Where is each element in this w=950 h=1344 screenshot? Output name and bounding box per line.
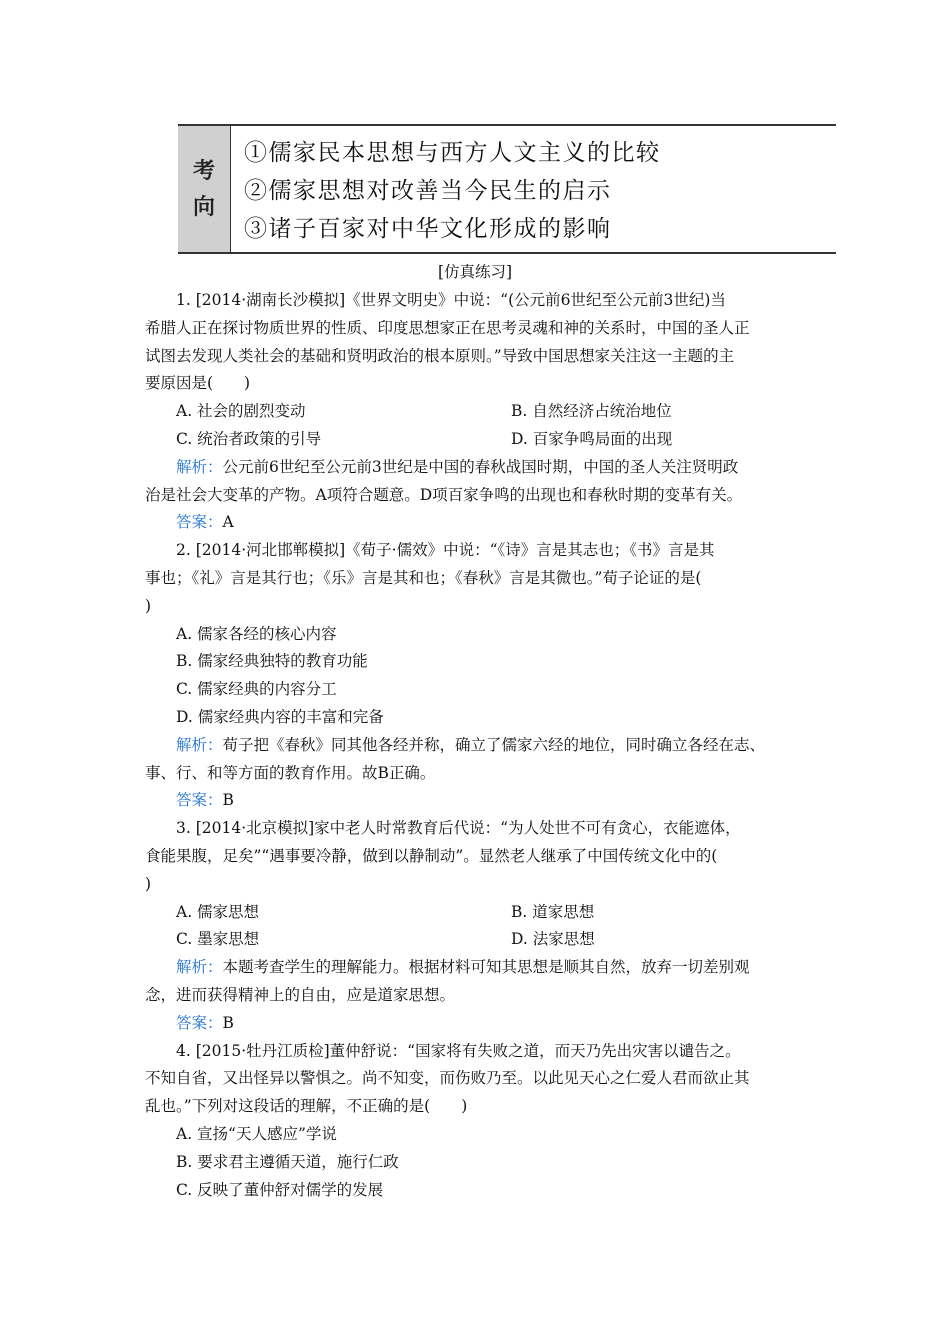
- question-stem-line: 希腊人正在探讨物质世界的性质、印度思想家正在思考灵魂和神的关系时，中国的圣人正: [145, 318, 750, 337]
- focus-item: ①儒家民本思想与西方人文主义的比较: [244, 140, 661, 166]
- option-row: [145, 926, 815, 954]
- analysis: [145, 954, 815, 982]
- option-d: D. 百家争鸣局面的出现: [511, 429, 673, 448]
- question-stem-line: 2. [2014·河北邯郸模拟]《荀子·儒效》中说：“《诗》言是其志也；《书》言是其: [176, 541, 715, 560]
- analysis-text: 本题考查学生的理解能力。根据材料可知其思想是顺其自然，放弃一切差别观: [222, 958, 750, 977]
- question-stem-line: 3. [2014·北京模拟]家中老人时常教育后代说：“为人处世不可有贪心，衣能遮体，: [176, 819, 741, 838]
- answer-value: B: [222, 1013, 234, 1032]
- focus-items: [244, 134, 661, 248]
- analysis: [145, 454, 815, 482]
- answer: [145, 509, 815, 537]
- focus-item: ②儒家思想对改善当今民生的启示: [244, 178, 612, 204]
- focus-label: [178, 126, 231, 252]
- answer-value: B: [222, 791, 234, 810]
- option-row: [145, 426, 815, 454]
- option-b: B. 道家思想: [511, 902, 595, 921]
- answer-value: A: [222, 513, 234, 532]
- option-b: B. 自然经济占统治地位: [511, 402, 672, 421]
- option-d: D. 法家思想: [511, 930, 595, 949]
- answer-label: 答案：: [176, 1013, 223, 1032]
- section-title: [仿真练习]: [437, 263, 513, 281]
- option-b: B. 儒家经典独特的教育功能: [176, 652, 368, 671]
- question-stem-line: 要原因是( ): [145, 374, 251, 393]
- analysis-text: 治是社会大变革的产物。A项符合题意。D项百家争鸣的出现也和春秋时期的变革有关。: [145, 485, 743, 504]
- option-a: A. 儒家各经的核心内容: [176, 624, 337, 643]
- question-1: [145, 287, 815, 537]
- question-stem-line: ): [145, 874, 152, 893]
- analysis-label: 解析：: [176, 457, 223, 476]
- option-c: C. 墨家思想: [176, 930, 260, 949]
- answer-label: 答案：: [176, 513, 223, 532]
- focus-label-line1: 考: [192, 158, 215, 184]
- option-a: A. 社会的剧烈变动: [176, 402, 306, 421]
- analysis: [145, 732, 815, 760]
- question-stem-line: 试图去发现人类社会的基础和贤明政治的根本原则。”导致中国思想家关注这一主题的主: [145, 346, 735, 365]
- question-stem-line: 不知自省，又出怪异以警惧之。尚不知变，而伤败乃至。以此见天心之仁爱人君而欲止其: [145, 1069, 750, 1088]
- option-b: B. 要求君主遵循天道，施行仁政: [176, 1152, 399, 1171]
- option-d: D. 儒家经典内容的丰富和完备: [176, 707, 384, 726]
- analysis-label: 解析：: [176, 958, 223, 977]
- question-stem-line: 1. [2014·湖南长沙模拟]《世界文明史》中说：“(公元前6世纪至公元前3世纪)当: [176, 291, 726, 309]
- option-c: C. 反映了董仲舒对儒学的发展: [176, 1180, 384, 1199]
- answer-label: 答案：: [176, 791, 223, 810]
- focus-label-line2: 向: [192, 194, 215, 220]
- analysis-text: 事、行、和等方面的教育作用。故B正确。: [145, 763, 436, 782]
- question-2: [145, 537, 815, 815]
- exercise-content: [145, 287, 815, 1204]
- analysis-text: 公元前6世纪至公元前3世纪是中国的春秋战国时期，中国的圣人关注贤明政: [222, 457, 739, 476]
- analysis-text: 念，进而获得精神上的自由，应是道家思想。: [145, 985, 456, 1004]
- focus-item: ③诸子百家对中华文化形成的影响: [244, 216, 612, 242]
- question-stem-line: 食能果腹，足矣”“遇事要冷静，做到以静制动”。显然老人继承了中国传统文化中的(: [145, 846, 718, 865]
- answer: [145, 787, 815, 815]
- question-4: [145, 1038, 815, 1205]
- option-a: A. 儒家思想: [176, 902, 260, 921]
- focus-box: [178, 124, 836, 254]
- question-stem-line: 乱也。”下列对这段话的理解，不正确的是( ): [145, 1097, 468, 1116]
- analysis-text: 荀子把《春秋》同其他各经并称，确立了儒家六经的地位，同时确立各经在志、: [222, 735, 766, 754]
- question-3: [145, 815, 815, 1037]
- option-row: [145, 899, 815, 927]
- analysis-label: 解析：: [176, 735, 223, 754]
- question-stem-line: ): [145, 596, 152, 615]
- question-stem-line: 事也；《礼》言是其行也；《乐》言是其和也；《春秋》言是其微也。”荀子论证的是(: [145, 568, 702, 587]
- option-c: C. 统治者政策的引导: [176, 429, 322, 448]
- option-row: [145, 398, 815, 426]
- question-stem-line: 4. [2015·牡丹江质检]董仲舒说：“国家将有失败之道，而天乃先出灾害以谴告之。: [176, 1041, 741, 1060]
- option-a: A. 宣扬“天人感应”学说: [176, 1124, 337, 1143]
- answer: [145, 1010, 815, 1038]
- option-c: C. 儒家经典的内容分工: [176, 680, 337, 699]
